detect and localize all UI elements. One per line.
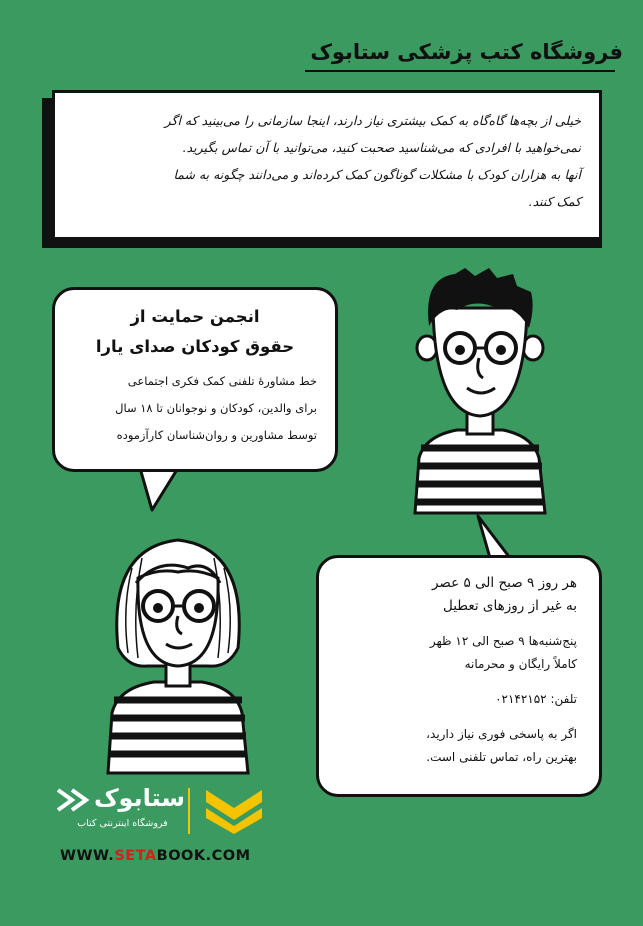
girl-illustration [98, 528, 258, 778]
url-prefix: WWW. [60, 848, 115, 864]
org-bubble [52, 287, 338, 472]
intro-line: کمک کنند. [528, 194, 581, 209]
org-title-line1: انجمن حمایت از [130, 307, 260, 326]
site-url[interactable] [60, 848, 251, 864]
intro-line: نمی‌خواهید با افرادی که می‌شناسید صحبت کنید، می‌توانید با آن تماس بگیرید. [182, 140, 581, 155]
hours-line: اگر به پاسخی فوری نیاز دارید، [426, 727, 577, 741]
hours-line: بهترین راه، تماس تلفنی است. [426, 750, 577, 764]
logo-name: ستابوک [93, 784, 185, 812]
intro-line: آنها به هزاران کودک با مشکلات گوناگون کمک کرده‌اند و می‌دانند چگونه به شما [173, 167, 581, 182]
org-title-line2: حقوق کودکان صدای یارا [95, 337, 295, 356]
org-desc-line: خط مشاورهٔ تلفنی کمک فکری اجتماعی [127, 374, 317, 388]
hours-bubble [316, 555, 602, 797]
url-brand: SETA [114, 848, 157, 864]
bubble1-tail [130, 466, 190, 516]
url-suffix: BOOK.COM [156, 848, 251, 864]
intro-line: خیلی از بچه‌ها گاه‌گاه به کمک بیشتری نیاز دارند، اینجا سازمانی را می‌بینید که اگر [164, 113, 581, 128]
setabook-logo-icon [200, 786, 275, 836]
logo-tagline: فروشگاه اینترنتی کتاب [77, 818, 168, 829]
title-underline [305, 70, 615, 72]
org-desc-line: برای والدین، کودکان و نوجوانان تا ۱۸ سال [115, 401, 317, 415]
phone-number: تلفن: ۰۲۱۴۲۱۵۲ [495, 692, 577, 706]
hours-line: کاملاً رایگان و محرمانه [464, 657, 577, 671]
org-desc-line: توسط مشاورین و روان‌شناسان کارآزموده [116, 428, 317, 442]
logo-divider [188, 788, 190, 834]
boy-illustration [405, 268, 555, 518]
chevrons-icon [54, 788, 94, 812]
hours-line: پنج‌شنبه‌ها ۹ صبح الی ۱۲ ظهر [429, 634, 577, 648]
hours-line: به غیر از روزهای تعطیل [442, 598, 577, 614]
hours-line: هر روز ۹ صبح الی ۵ عصر [431, 575, 577, 591]
store-title: فروشگاه کتب پزشکی ستابوک [310, 40, 623, 64]
intro-box [52, 90, 602, 240]
